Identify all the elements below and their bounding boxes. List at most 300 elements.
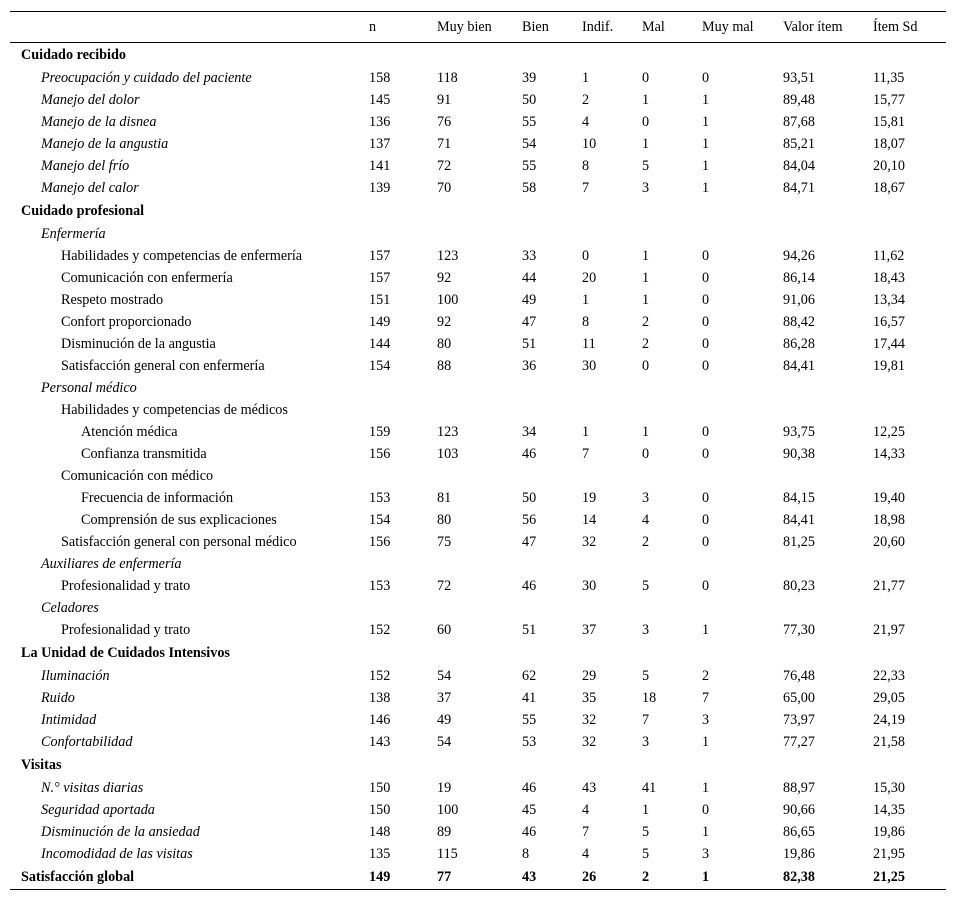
cell-indif: 0 <box>582 247 590 264</box>
cell-n <box>369 43 437 68</box>
cell-indif: 26 <box>582 868 597 885</box>
cell-item-sd: 24,19 <box>873 711 905 728</box>
table-row <box>10 333 946 355</box>
cell-valor-item <box>783 377 873 399</box>
cell-mal: 5 <box>642 823 650 840</box>
cell-n: 154 <box>369 511 391 528</box>
cell-muy-mal: 3 <box>702 845 710 862</box>
cell-n: 141 <box>369 157 391 174</box>
cell-valor-item <box>783 223 873 245</box>
cell-n: 145 <box>369 91 391 108</box>
cell-n: 152 <box>369 621 391 638</box>
cell-muy-mal <box>702 597 783 619</box>
cell-muy-bien: 76 <box>437 113 452 130</box>
cell-valor-item: 65,00 <box>783 689 815 706</box>
table-row <box>10 821 946 843</box>
cell-bien <box>522 753 582 777</box>
row-label: Profesionalidad y trato <box>61 621 191 638</box>
cell-mal: 41 <box>642 779 657 796</box>
cell-bien <box>522 597 582 619</box>
cell-bien: 49 <box>522 291 537 308</box>
cell-n: 159 <box>369 423 391 440</box>
cell-item-sd <box>873 399 946 421</box>
cell-valor-item <box>783 597 873 619</box>
row-label: Iluminación <box>41 667 110 684</box>
cell-muy-mal: 1 <box>702 91 710 108</box>
cell-n <box>369 553 437 575</box>
cell-muy-mal: 1 <box>702 733 710 750</box>
section-label: Satisfacción global <box>21 868 135 885</box>
cell-indif: 43 <box>582 779 597 796</box>
cell-muy-bien <box>437 465 522 487</box>
cell-n <box>369 377 437 399</box>
cell-muy-bien <box>437 223 522 245</box>
cell-bien: 36 <box>522 357 537 374</box>
row-label: Preocupación y cuidado del paciente <box>41 69 252 86</box>
cell-item-sd: 18,43 <box>873 269 905 286</box>
cell-bien <box>522 465 582 487</box>
cell-n: 151 <box>369 291 391 308</box>
cell-bien: 39 <box>522 69 537 86</box>
cell-indif <box>582 199 642 223</box>
cell-valor-item <box>783 553 873 575</box>
cell-bien: 43 <box>522 868 537 885</box>
cell-n: 157 <box>369 269 391 286</box>
cell-mal: 7 <box>642 711 650 728</box>
cell-muy-mal: 0 <box>702 269 710 286</box>
cell-n: 152 <box>369 667 391 684</box>
cell-muy-bien: 54 <box>437 733 452 750</box>
cell-valor-item: 87,68 <box>783 113 815 130</box>
cell-bien <box>522 641 582 665</box>
cell-mal <box>642 43 702 68</box>
cell-muy-mal: 0 <box>702 423 710 440</box>
cell-indif: 4 <box>582 801 590 818</box>
cell-muy-mal <box>702 465 783 487</box>
cell-muy-mal: 1 <box>702 621 710 638</box>
row-label: Manejo del dolor <box>41 91 140 108</box>
cell-valor-item: 84,04 <box>783 157 815 174</box>
cell-mal <box>642 753 702 777</box>
cell-muy-bien: 123 <box>437 423 459 440</box>
cell-n <box>369 199 437 223</box>
row-label: Disminución de la angustia <box>61 335 216 352</box>
cell-muy-bien: 72 <box>437 577 452 594</box>
cell-valor-item: 77,30 <box>783 621 815 638</box>
cell-bien: 41 <box>522 689 537 706</box>
row-label: Disminución de la ansiedad <box>41 823 200 840</box>
cell-mal: 5 <box>642 845 650 862</box>
table-row <box>10 223 946 245</box>
cell-muy-mal <box>702 399 783 421</box>
row-label: Habilidades y competencias de enfermería <box>61 247 303 264</box>
cell-n: 135 <box>369 845 391 862</box>
cell-mal: 2 <box>642 313 650 330</box>
table-row <box>10 487 946 509</box>
section-label: Visitas <box>21 756 62 773</box>
cell-muy-bien: 49 <box>437 711 452 728</box>
header-mal: Mal <box>642 12 702 43</box>
cell-indif: 4 <box>582 113 590 130</box>
table-row <box>10 687 946 709</box>
cell-muy-bien <box>437 399 522 421</box>
table-row <box>10 465 946 487</box>
cell-valor-item: 86,65 <box>783 823 815 840</box>
cell-bien <box>522 43 582 68</box>
cell-valor-item: 85,21 <box>783 135 815 152</box>
cell-mal <box>642 553 702 575</box>
cell-muy-bien: 100 <box>437 291 459 308</box>
cell-valor-item <box>783 199 873 223</box>
cell-mal: 1 <box>642 135 650 152</box>
cell-valor-item: 80,23 <box>783 577 815 594</box>
cell-indif <box>582 753 642 777</box>
table-row <box>10 111 946 133</box>
cell-valor-item: 84,15 <box>783 489 815 506</box>
section-row <box>10 199 946 223</box>
cell-mal: 0 <box>642 69 650 86</box>
cell-muy-mal: 0 <box>702 313 710 330</box>
row-label: Confortabilidad <box>41 733 133 750</box>
cell-valor-item <box>783 43 873 68</box>
cell-mal: 3 <box>642 179 650 196</box>
cell-muy-mal <box>702 753 783 777</box>
cell-valor-item: 94,26 <box>783 247 815 264</box>
cell-bien <box>522 223 582 245</box>
cell-muy-mal: 1 <box>702 823 710 840</box>
cell-item-sd: 11,35 <box>873 69 905 86</box>
row-label: Frecuencia de información <box>81 489 234 506</box>
table-row <box>10 267 946 289</box>
row-label: Manejo del frío <box>41 157 130 174</box>
row-label: Seguridad aportada <box>41 801 155 818</box>
section-label: Cuidado recibido <box>21 46 126 63</box>
cell-muy-mal: 0 <box>702 489 710 506</box>
cell-muy-mal: 1 <box>702 135 710 152</box>
row-label: Ruido <box>41 689 75 706</box>
cell-indif: 37 <box>582 621 597 638</box>
cell-bien: 34 <box>522 423 537 440</box>
cell-n: 144 <box>369 335 391 352</box>
cell-mal: 2 <box>642 533 650 550</box>
cell-item-sd <box>873 43 946 68</box>
cell-mal: 5 <box>642 577 650 594</box>
cell-mal: 0 <box>642 357 650 374</box>
header-indif: Indif. <box>582 12 642 43</box>
row-label: Satisfacción general con enfermería <box>61 357 265 374</box>
cell-item-sd: 21,58 <box>873 733 905 750</box>
row-label: Auxiliares de enfermería <box>41 555 182 572</box>
cell-item-sd: 11,62 <box>873 247 905 264</box>
row-label: Manejo del calor <box>41 179 139 196</box>
cell-valor-item: 93,75 <box>783 423 815 440</box>
cell-indif <box>582 641 642 665</box>
cell-mal: 3 <box>642 489 650 506</box>
header-muy-mal: Muy mal <box>702 12 783 43</box>
cell-mal: 0 <box>642 113 650 130</box>
cell-item-sd <box>873 377 946 399</box>
table-row <box>10 731 946 753</box>
cell-item-sd: 21,77 <box>873 577 905 594</box>
cell-indif: 14 <box>582 511 597 528</box>
header-item-sd: Ítem Sd <box>873 12 946 43</box>
cell-valor-item: 91,06 <box>783 291 815 308</box>
cell-mal: 1 <box>642 91 650 108</box>
table-row <box>10 597 946 619</box>
cell-muy-mal <box>702 553 783 575</box>
cell-muy-bien: 80 <box>437 335 452 352</box>
cell-bien: 58 <box>522 179 537 196</box>
cell-mal <box>642 223 702 245</box>
cell-valor-item: 82,38 <box>783 868 815 885</box>
cell-bien: 55 <box>522 113 537 130</box>
cell-muy-mal: 1 <box>702 157 710 174</box>
cell-n <box>369 753 437 777</box>
cell-item-sd: 13,34 <box>873 291 905 308</box>
cell-bien: 46 <box>522 779 537 796</box>
cell-bien <box>522 399 582 421</box>
cell-muy-bien: 71 <box>437 135 452 152</box>
cell-muy-bien: 92 <box>437 269 452 286</box>
cell-n <box>369 597 437 619</box>
cell-valor-item: 73,97 <box>783 711 815 728</box>
row-label: Enfermería <box>41 225 106 242</box>
cell-valor-item: 93,51 <box>783 69 815 86</box>
cell-indif: 7 <box>582 823 590 840</box>
cell-n: 137 <box>369 135 391 152</box>
cell-muy-bien: 54 <box>437 667 452 684</box>
cell-mal: 2 <box>642 868 650 885</box>
cell-item-sd <box>873 597 946 619</box>
table-row <box>10 399 946 421</box>
row-label: Manejo de la angustia <box>41 135 169 152</box>
cell-bien: 51 <box>522 335 537 352</box>
cell-valor-item: 19,86 <box>783 845 815 862</box>
cell-muy-bien: 100 <box>437 801 459 818</box>
table-row <box>10 155 946 177</box>
table-row <box>10 177 946 199</box>
table-row <box>10 777 946 799</box>
cell-indif: 30 <box>582 577 597 594</box>
cell-item-sd <box>873 465 946 487</box>
cell-item-sd: 20,10 <box>873 157 905 174</box>
cell-n <box>369 223 437 245</box>
cell-indif: 8 <box>582 157 590 174</box>
header-n: n <box>369 12 437 43</box>
cell-muy-mal: 0 <box>702 445 710 462</box>
cell-item-sd: 17,44 <box>873 335 905 352</box>
cell-item-sd <box>873 753 946 777</box>
cell-n <box>369 641 437 665</box>
cell-indif: 11 <box>582 335 596 352</box>
cell-bien: 46 <box>522 577 537 594</box>
cell-muy-mal: 0 <box>702 801 710 818</box>
cell-valor-item: 84,71 <box>783 179 815 196</box>
cell-n: 150 <box>369 779 391 796</box>
row-label: Habilidades y competencias de médicos <box>61 401 288 418</box>
cell-muy-bien <box>437 641 522 665</box>
cell-n: 157 <box>369 247 391 264</box>
row-label: Comprensión de sus explicaciones <box>81 511 277 528</box>
cell-n: 156 <box>369 445 391 462</box>
cell-item-sd: 20,60 <box>873 533 905 550</box>
cell-n: 150 <box>369 801 391 818</box>
cell-muy-mal: 1 <box>702 113 710 130</box>
cell-mal: 1 <box>642 801 650 818</box>
row-label: Comunicación con médico <box>61 467 214 484</box>
row-label: Satisfacción general con personal médico <box>61 533 297 550</box>
cell-muy-mal: 0 <box>702 291 710 308</box>
cell-n: 154 <box>369 357 391 374</box>
cell-indif: 20 <box>582 269 597 286</box>
cell-mal: 5 <box>642 667 650 684</box>
cell-muy-bien: 72 <box>437 157 452 174</box>
row-label: Profesionalidad y trato <box>61 577 191 594</box>
cell-muy-mal: 0 <box>702 247 710 264</box>
cell-item-sd: 18,98 <box>873 511 905 528</box>
cell-valor-item <box>783 753 873 777</box>
table-row <box>10 531 946 553</box>
table-row <box>10 509 946 531</box>
cell-muy-mal <box>702 377 783 399</box>
cell-bien <box>522 377 582 399</box>
cell-muy-bien: 75 <box>437 533 452 550</box>
cell-mal: 2 <box>642 335 650 352</box>
table-row <box>10 377 946 399</box>
cell-item-sd: 15,30 <box>873 779 905 796</box>
row-label: Comunicación con enfermería <box>61 269 233 286</box>
cell-valor-item: 86,28 <box>783 335 815 352</box>
cell-indif: 7 <box>582 445 590 462</box>
cell-item-sd: 19,81 <box>873 357 905 374</box>
cell-bien: 55 <box>522 711 537 728</box>
cell-valor-item: 90,38 <box>783 445 815 462</box>
section-label: La Unidad de Cuidados Intensivos <box>21 644 230 661</box>
cell-valor-item: 76,48 <box>783 667 815 684</box>
cell-item-sd: 18,67 <box>873 179 905 196</box>
cell-mal: 4 <box>642 511 650 528</box>
table-row <box>10 799 946 821</box>
cell-item-sd: 15,81 <box>873 113 905 130</box>
cell-bien: 50 <box>522 91 537 108</box>
cell-n: 136 <box>369 113 391 130</box>
cell-muy-mal: 2 <box>702 667 710 684</box>
cell-indif: 1 <box>582 69 590 86</box>
cell-item-sd: 14,35 <box>873 801 905 818</box>
cell-mal <box>642 199 702 223</box>
section-row <box>10 43 946 68</box>
cell-muy-mal: 1 <box>702 779 710 796</box>
cell-bien: 62 <box>522 667 537 684</box>
cell-indif: 10 <box>582 135 597 152</box>
cell-muy-bien: 60 <box>437 621 452 638</box>
cell-mal <box>642 399 702 421</box>
cell-muy-mal: 7 <box>702 689 710 706</box>
row-label: Intimidad <box>41 711 97 728</box>
cell-muy-bien: 115 <box>437 845 458 862</box>
row-label: Respeto mostrado <box>61 291 164 308</box>
cell-n <box>369 465 437 487</box>
cell-indif <box>582 43 642 68</box>
cell-n: 146 <box>369 711 391 728</box>
header-bien: Bien <box>522 12 582 43</box>
cell-valor-item: 84,41 <box>783 511 815 528</box>
cell-indif: 32 <box>582 533 597 550</box>
cell-indif <box>582 377 642 399</box>
header-label <box>10 12 369 43</box>
cell-item-sd: 19,40 <box>873 489 905 506</box>
cell-muy-bien: 37 <box>437 689 452 706</box>
cell-muy-bien <box>437 377 522 399</box>
cell-muy-mal: 0 <box>702 335 710 352</box>
cell-bien <box>522 553 582 575</box>
cell-n <box>369 399 437 421</box>
header-row <box>10 12 946 43</box>
cell-valor-item: 89,48 <box>783 91 815 108</box>
cell-mal: 1 <box>642 291 650 308</box>
cell-indif: 32 <box>582 711 597 728</box>
cell-item-sd: 18,07 <box>873 135 905 152</box>
cell-item-sd: 21,25 <box>873 868 905 885</box>
cell-mal: 1 <box>642 423 650 440</box>
table-row <box>10 575 946 597</box>
cell-muy-bien <box>437 43 522 68</box>
table-row <box>10 289 946 311</box>
cell-indif <box>582 465 642 487</box>
cell-mal <box>642 377 702 399</box>
row-label: Celadores <box>41 599 99 616</box>
cell-item-sd <box>873 223 946 245</box>
section-row <box>10 641 946 665</box>
cell-n: 139 <box>369 179 391 196</box>
cell-bien: 33 <box>522 247 537 264</box>
cell-mal: 3 <box>642 621 650 638</box>
cell-muy-bien: 103 <box>437 445 459 462</box>
table-row <box>10 355 946 377</box>
table-body <box>10 43 946 890</box>
cell-indif: 1 <box>582 291 590 308</box>
cell-muy-bien: 80 <box>437 511 452 528</box>
table-row <box>10 619 946 641</box>
cell-indif <box>582 223 642 245</box>
cell-indif: 29 <box>582 667 597 684</box>
cell-item-sd: 21,95 <box>873 845 905 862</box>
cell-muy-mal: 0 <box>702 69 710 86</box>
cell-bien: 53 <box>522 733 537 750</box>
cell-n: 149 <box>369 313 391 330</box>
cell-valor-item <box>783 641 873 665</box>
cell-muy-mal: 1 <box>702 179 710 196</box>
cell-muy-bien: 89 <box>437 823 452 840</box>
cell-indif: 35 <box>582 689 597 706</box>
cell-muy-bien <box>437 753 522 777</box>
cell-indif <box>582 553 642 575</box>
cell-valor-item: 86,14 <box>783 269 815 286</box>
table-row <box>10 311 946 333</box>
cell-item-sd <box>873 199 946 223</box>
cell-valor-item <box>783 465 873 487</box>
cell-bien: 56 <box>522 511 537 528</box>
row-label: Incomodidad de las visitas <box>41 845 193 862</box>
cell-valor-item: 77,27 <box>783 733 815 750</box>
cell-mal: 1 <box>642 269 650 286</box>
cell-mal: 3 <box>642 733 650 750</box>
cell-muy-bien: 123 <box>437 247 459 264</box>
header-muy-bien: Muy bien <box>437 12 522 43</box>
cell-muy-bien: 88 <box>437 357 452 374</box>
table-row <box>10 421 946 443</box>
cell-n: 158 <box>369 69 391 86</box>
